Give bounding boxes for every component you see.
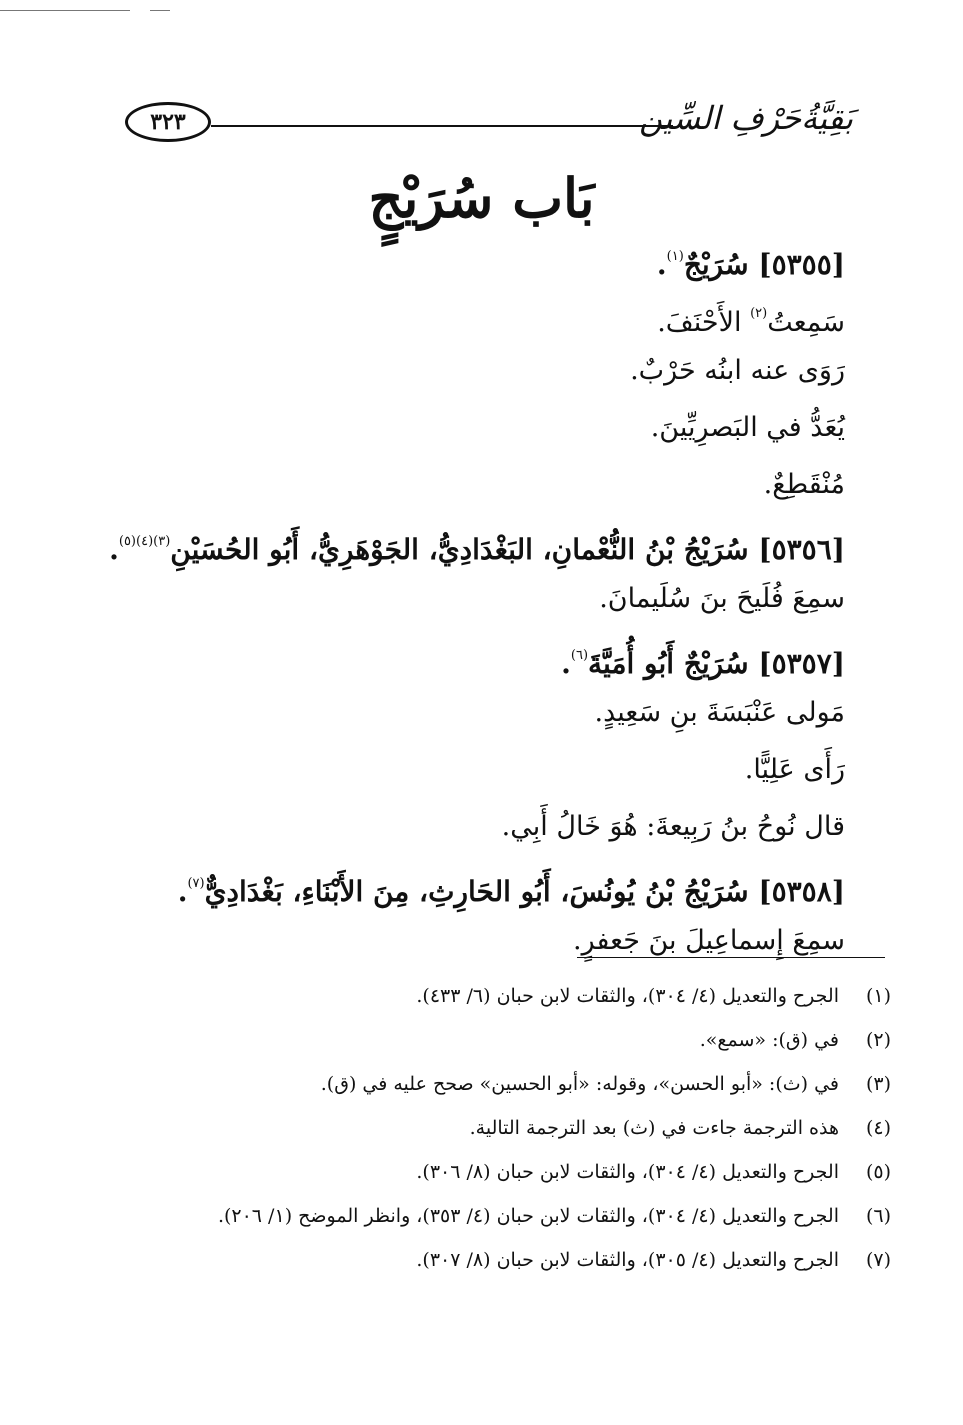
line-tail: . bbox=[656, 248, 667, 281]
footnotes bbox=[146, 978, 891, 1286]
footnote-number: (٣) bbox=[865, 1073, 891, 1095]
text-line bbox=[110, 407, 845, 464]
footnote-text: الجرح والتعديل (٤/ ٣٠٤)، والثقات لابن حبان (٨/ ٣٠٦). bbox=[416, 1161, 839, 1183]
footnote bbox=[146, 1154, 891, 1191]
text-line bbox=[110, 806, 845, 863]
line-text: سمِعَ إِسماعِيلَ بنَ جَعفرٍ. bbox=[573, 925, 845, 956]
running-title: بَقِيَّةُحَرْفِ السِّين bbox=[639, 99, 853, 137]
footnote-reference: (١) bbox=[666, 249, 684, 264]
footnote-separator bbox=[577, 957, 885, 958]
line-tail: . bbox=[109, 533, 119, 566]
line-text: مَولى عَنْبَسَةَ بنِ سَعِيدٍ. bbox=[594, 697, 845, 728]
footnote-text: الجرح والتعديل (٤/ ٣٠٤)، والثقات لابن حبان (٦/ ٤٣٣). bbox=[416, 985, 839, 1007]
chapter-title: بَاب سُرَيْجٍ bbox=[368, 166, 595, 230]
footnote-text: في (ق): «سمع». bbox=[699, 1029, 839, 1051]
entry-heading bbox=[110, 863, 845, 920]
text-line bbox=[110, 749, 845, 806]
text-line bbox=[110, 920, 845, 977]
line-text: [٥٣٥٦] سُرَيْجُ بْنُ النُّعْمانِ، البَغْدَادِيُّ، الجَوْهَرِيُّ، أَبُو الحُسَيْنِ bbox=[170, 533, 845, 566]
footnote-text: الجرح والتعديل (٤/ ٣٠٥)، والثقات لابن حبان (٨/ ٣٠٧). bbox=[416, 1249, 839, 1271]
footnote-number: (٥) bbox=[865, 1161, 891, 1183]
text-line bbox=[110, 692, 845, 749]
footnote bbox=[146, 978, 891, 1015]
footnote bbox=[146, 1110, 891, 1147]
text-line bbox=[110, 578, 845, 635]
line-text: [٥٣٥٥] سُرَيْجٌ bbox=[683, 248, 845, 281]
line-text: سمِعَ فُلَيحَ بنَ سُلَيمانَ. bbox=[599, 583, 845, 614]
text-line bbox=[110, 464, 845, 521]
page-header bbox=[125, 92, 853, 152]
entry-heading bbox=[110, 236, 845, 293]
page-number: ٣٢٣ bbox=[150, 109, 186, 135]
line-tail: . bbox=[177, 875, 188, 908]
page-number-badge bbox=[125, 102, 211, 142]
footnote bbox=[146, 1198, 891, 1235]
line-tail: الأَحْنَفَ. bbox=[657, 307, 751, 338]
header-rule bbox=[211, 125, 673, 127]
footnote-number: (١) bbox=[865, 985, 891, 1007]
footnote bbox=[146, 1066, 891, 1103]
footnote-text: هذه الترجمة جاءت في (ث) بعد الترجمة التالية. bbox=[469, 1117, 839, 1139]
footnote-text: الجرح والتعديل (٤/ ٣٠٤)، والثقات لابن حبان (٤/ ٣٥٣)، وانظر الموضح (١/ ٢٠٦). bbox=[217, 1205, 839, 1227]
line-text: مُنْقَطِعٌ. bbox=[763, 469, 845, 500]
line-text: رَوَى عنه ابنُه حَرْبٌ. bbox=[630, 355, 845, 386]
footnote-number: (٧) bbox=[865, 1249, 891, 1271]
footnote-reference: (٦) bbox=[570, 648, 589, 663]
text-line bbox=[110, 293, 845, 350]
footnote bbox=[146, 1242, 891, 1279]
footnote-reference: (٢) bbox=[750, 306, 768, 321]
footnote-number: (٢) bbox=[865, 1029, 891, 1051]
line-text: [٥٣٥٧] سُرَيْجٌ أَبُو أُمَيَّةَ bbox=[588, 647, 845, 680]
line-text: [٥٣٥٨] سُرَيْجُ بْنُ يُونُسَ، أَبُو الحَارِثِ، مِنَ الأَبْنَاءِ، بَغْدَادِيٌّ bbox=[204, 875, 845, 908]
footnote-number: (٦) bbox=[865, 1205, 891, 1227]
entry-heading bbox=[110, 521, 845, 578]
entry-heading bbox=[110, 635, 845, 692]
line-text: قال نُوحُ بنُ رَبِيعةَ: هُوَ خَالُ أَبِي. bbox=[501, 811, 845, 842]
scan-mark bbox=[0, 10, 130, 11]
text-line bbox=[110, 350, 845, 407]
footnote bbox=[146, 1022, 891, 1059]
scan-mark bbox=[150, 10, 170, 11]
footnote-reference: (٣)(٤)(٥) bbox=[118, 534, 171, 549]
line-text: يُعَدُّ في البَصرِيِّينَ. bbox=[650, 412, 845, 443]
footnote-text: في (ث): «أبو الحسن»، وقوله: «أبو الحسين» صحح عليه في (ق). bbox=[320, 1073, 839, 1095]
body-text bbox=[110, 236, 845, 977]
footnote-number: (٤) bbox=[865, 1117, 891, 1139]
line-text: رَأَى عَلِيًّا. bbox=[744, 754, 845, 785]
line-text: سَمِعتُ bbox=[767, 307, 845, 338]
footnote-reference: (٧) bbox=[187, 876, 205, 891]
line-tail: . bbox=[561, 647, 571, 680]
